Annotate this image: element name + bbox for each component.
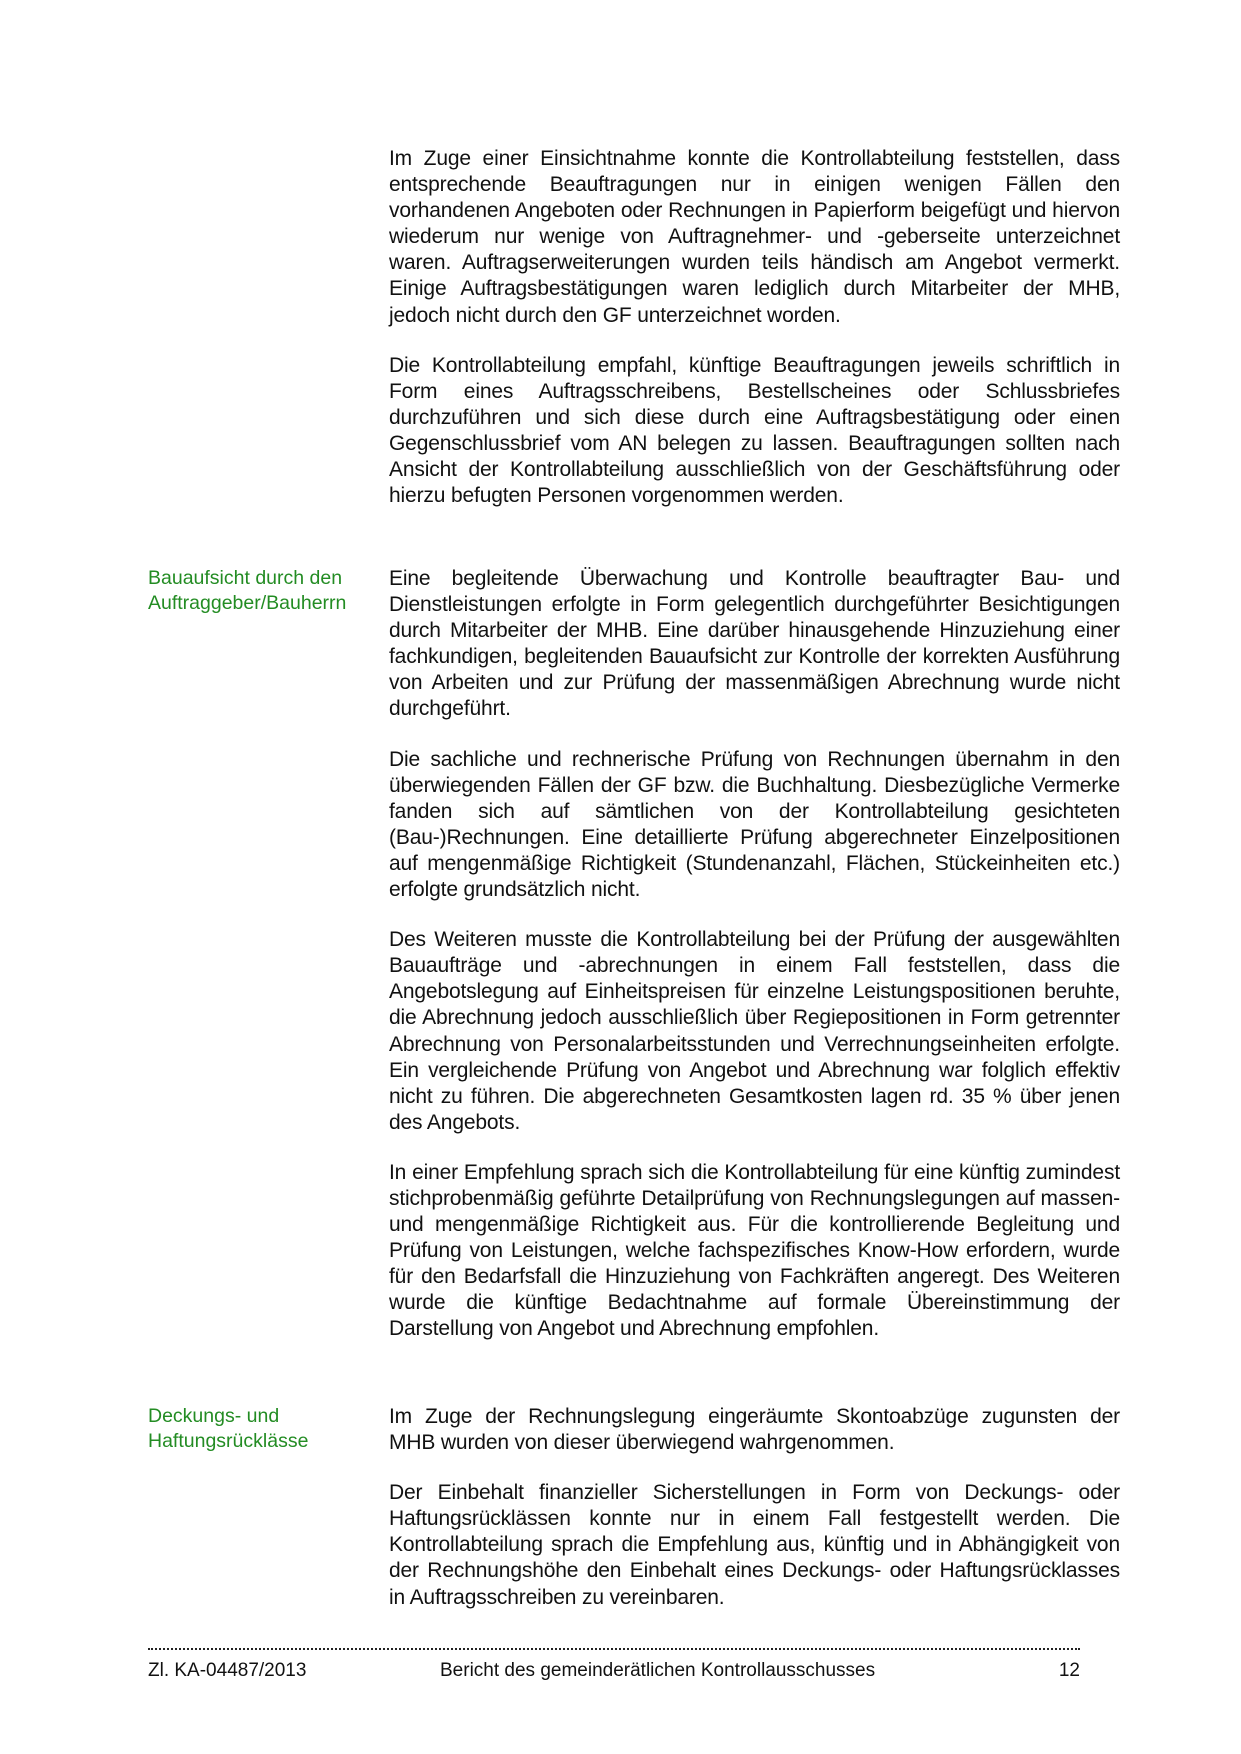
- section-body: [389, 566, 1120, 1367]
- page-number: 12: [1058, 1660, 1080, 1681]
- footer-divider: [148, 1648, 1080, 1652]
- paragraph: Eine begleitende Überwachung und Kontrolle beauftragter Bau- und Dienstleistungen erfolgte in Form gelegentlich durchgeführter Besichtigungen durch Mitarbeiter der MHB. Eine darüber hinausgehende Hinzuziehung einer fachkundigen, begleitenden Bauaufsicht zur Kontrolle der korrekten Ausführung von Arbeiten und zur Prüfung der massenmäßigen Abrechnung wurde nicht durchgeführt.: [389, 567, 1120, 721]
- paragraph: Die Kontrollabteilung empfahl, künftige Beauftragungen jeweils schriftlich in Form eines Auftragsschreibens, Bestellscheines oder Schlussbriefes durchzuführen und sich diese durch eine Auftragsbestätigung oder einen Gegenschlussbrief vom AN belegen zu lassen. Beauftragungen sollten nach Ansicht der Kontrollabteilung ausschließlich von der Geschäftsführung oder hierzu befugten Personen vorgenommen werden.: [389, 353, 1120, 508]
- paragraph: Der Einbehalt finanzieller Sicherstellungen in Form von Deckungs- oder Haftungsrücklässen konnte nur in einem Fall festgestellt werden. Die Kontrollabteilung sprach die Empfehlung aus, künftig und in Abhängigkeit von der Rechnungshöhe den Einbehalt eines Deckungs- oder Haftungsrücklasses in Auftragsschreiben zu vereinbaren.: [389, 1481, 1120, 1609]
- paragraph: Im Zuge einer Einsichtnahme konnte die Kontrollabteilung feststellen, dass entsprechende Beauftragungen nur in einigen wenigen Fällen den vorhandenen Angeboten oder Rechnungen in Papierform beigefügt und hiervon wiederum nur wenige von Auftragnehmer- und -geberseite unterzeichnet waren. Auftragserweiterungen wurden teils händisch am Angebot vermerkt. Einige Auftragsbestätigungen waren lediglich durch Mitarbeiter der MHB, jedoch nicht durch den GF unterzeichnet worden.: [389, 147, 1120, 327]
- section-body: [389, 146, 1120, 533]
- paragraph: Die sachliche und rechnerische Prüfung von Rechnungen übernahm in den überwiegenden Fällen der GF bzw. die Buchhaltung. Diesbezügliche Vermerke fanden sich auf sämtlichen von der Kontrollabteilung gesichteten (Bau-)Rechnungen. Eine detaillierte Prüfung abgerechneter Einzelpositionen auf mengenmäßige Richtigkeit (Stundenanzahl, Flächen, Stückeinheiten etc.) erfolgte grundsätzlich nicht.: [389, 747, 1120, 902]
- section-body: [389, 1404, 1120, 1635]
- footer-title: Bericht des gemeinderätlichen Kontrollausschusses: [440, 1660, 876, 1681]
- paragraph: Des Weiteren musste die Kontrollabteilung bei der Prüfung der ausgewählten Bauaufträge und -abrechnungen in einem Fall feststellen, dass die Angebotslegung auf Einheitspreisen für einzelne Leistungspositionen beruhte, die Abrechnung jedoch ausschließlich über Regiepositionen in Form getrennter Abrechnung von Personalarbeitsstunden und Verrechnungseinheiten erfolgte. Ein vergleichende Prüfung von Angebot und Abrechnung war folglich effektiv nicht zu führen. Die abgerechneten Gesamtkosten lagen rd. 35 % über jenen des Angebots.: [389, 928, 1120, 1134]
- paragraph: Im Zuge der Rechnungslegung eingeräumte Skontoabzüge zugunsten der MHB wurden von dieser überwiegend wahrgenommen.: [389, 1405, 1120, 1455]
- paragraph: In einer Empfehlung sprach sich die Kontrollabteilung für eine künftig zumindest stichprobenmäßig geführte Detailprüfung von Rechnungslegungen auf massen- und mengenmäßige Richtigkeit aus. Für die kontrollierende Begleitung und Prüfung von Leistungen, welche fachspezifisches Know-How erfordern, wurde für den Bedarfsfall die Hinzuziehung von Fachkräften angeregt. Des Weiteren wurde die künftige Bedachtnahme auf formale Übereinstimmung der Darstellung von Angebot und Abrechnung empfohlen.: [389, 1160, 1120, 1341]
- side-label-deckungsruecklaesse: Deckungs- und Haftungsrücklässe: [148, 1405, 309, 1452]
- side-label-bauaufsicht: Bauaufsicht durch den Auftraggeber/Bauherrn: [148, 567, 347, 614]
- footer-reference: Zl. KA-04487/2013: [148, 1660, 307, 1681]
